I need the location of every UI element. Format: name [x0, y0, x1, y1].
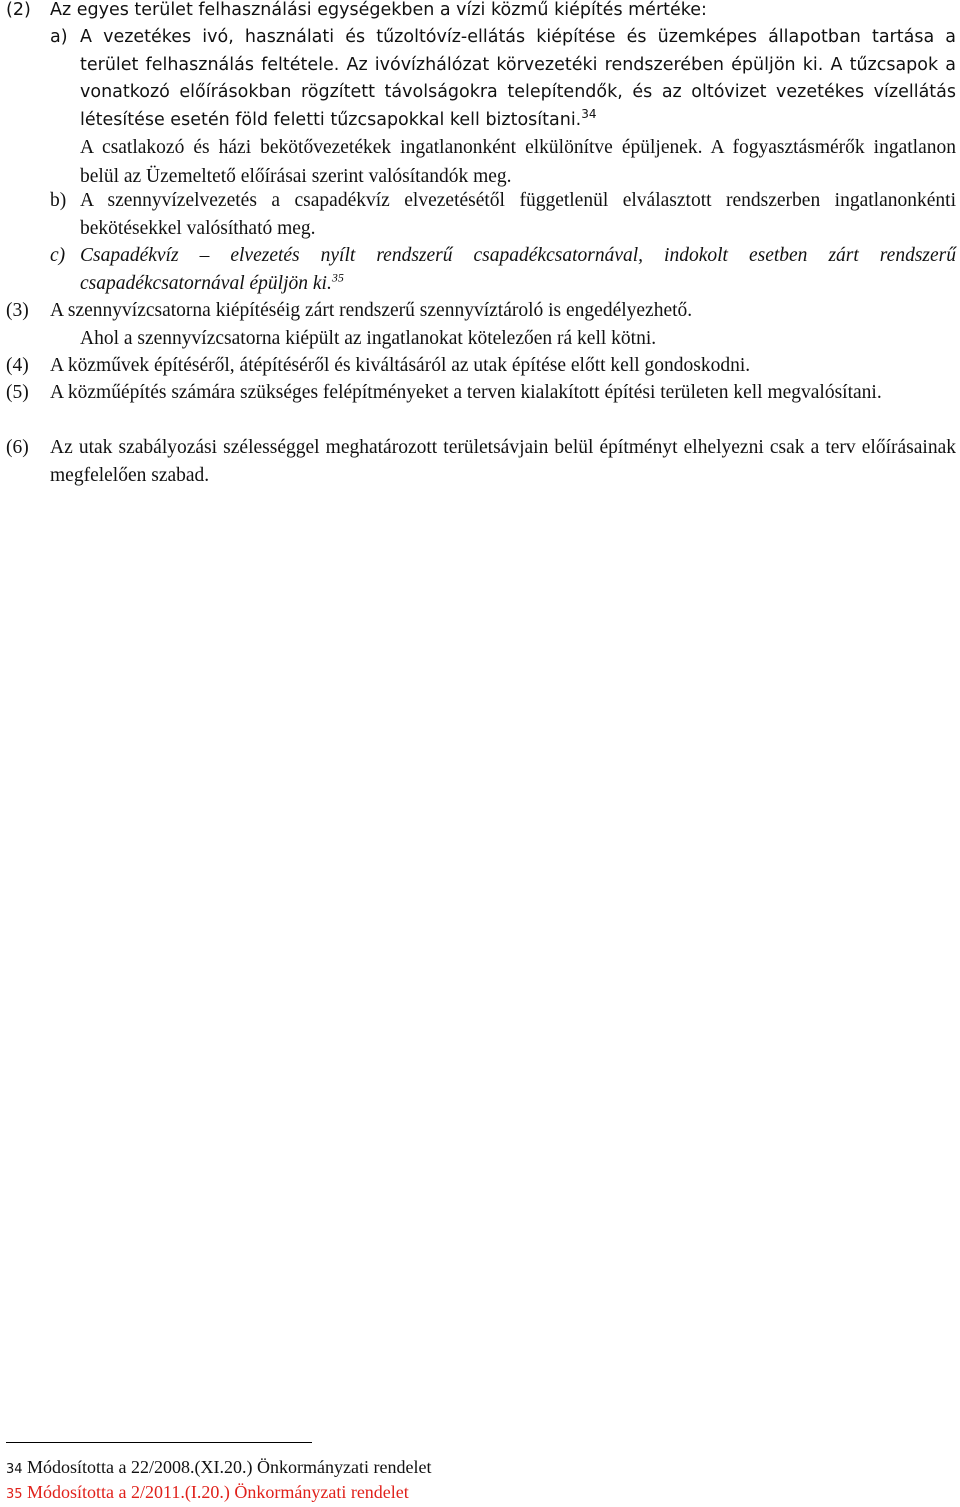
paragraph-3-line2: Ahol a szennyvízcsatorna kiépült az ingatlanokat kötelezően rá kell kötni.	[80, 327, 657, 349]
subitem-a-part1: A vezetékes ivó, használati és tűzoltóvíz-ellátás kiépítése és üzemképes állapotban tartása a terület felhasználás feltétele. Az ivóvízhálózat körvezetéki rendszerében épüljön ki. A tűzcsapok a vonatkozó előírásokban rögzített távolságokra telepítendők, és az oltóvizet vezetékes vízellátás létesítése esetén föld feletti tűzcsapokkal kell biztosítani.	[80, 27, 956, 130]
subitem-text: A szennyvízelvezetés a csapadékvíz elvezetésétől függetlenül elválasztott rendszerben ingatlanonkénti bekötésekkel valósítható meg.	[80, 190, 956, 239]
paragraph-4	[6, 352, 956, 380]
paragraph-number: (3)	[6, 300, 29, 321]
subitem-text	[80, 242, 956, 297]
paragraph-5	[6, 379, 956, 407]
footnote-34	[6, 1456, 431, 1481]
footnote-35	[6, 1481, 409, 1506]
footnote-text: Módosította a 2/2011.(I.20.) Önkormányzati rendelet	[27, 1482, 409, 1502]
paragraph-2	[6, 0, 956, 25]
paragraph-text: Az egyes terület felhasználási egységekben a vízi közmű kiépítés mértéke:	[50, 0, 707, 20]
paragraph-number: (6)	[6, 437, 29, 458]
footnote-ref-34: 34	[581, 106, 597, 121]
subitem-c-text: Csapadékvíz – elvezetés nyílt rendszerű csapadékcsatornával, indokolt esetben zárt rendszerű csapadékcsatornával épüljön ki.	[80, 245, 956, 294]
paragraph-number: (4)	[6, 355, 29, 376]
subitem-c	[50, 242, 956, 297]
footnote-ref-35: 35	[331, 270, 344, 284]
footnote-text: Módosította a 22/2008.(XI.20.) Önkormányzati rendelet	[27, 1457, 432, 1477]
footnote-number: 34	[6, 1462, 23, 1477]
paragraph-number: (5)	[6, 382, 29, 403]
paragraph-text: A közműépítés számára szükséges felépítményeket a terven kialakított építési területen kell megvalósítani.	[50, 382, 882, 403]
paragraph-3	[6, 297, 956, 352]
paragraph-3-line1: A szennyvízcsatorna kiépítéséig zárt rendszerű szennyvíztároló is engedélyezhető.	[50, 300, 693, 321]
paragraph-text: Az utak szabályozási szélességgel meghatározott területsávjain belül építményt elhelyezni csak a terv előírásainak megfelelően szabad.	[50, 437, 956, 486]
paragraph-text: A közművek építéséről, átépítéséről és kiváltásáról az utak építése előtt kell gondoskodni.	[50, 355, 751, 376]
paragraph-text	[50, 297, 956, 325]
footnote-divider	[6, 1442, 312, 1443]
subitem-text	[80, 24, 956, 191]
paragraph-6	[6, 434, 956, 489]
subitem-a-part2: A csatlakozó és házi bekötővezetékek ingatlanonként elkülönítve épüljenek. A fogyasztásmérők ingatlanon belül az Üzemeltető előírásai szerint valósítandók meg.	[80, 137, 956, 187]
subitem-label: b)	[50, 190, 67, 211]
subitem-label: a)	[50, 27, 68, 47]
paragraph-number: (2)	[6, 0, 31, 20]
subitem-b	[50, 187, 956, 242]
footnote-number: 35	[6, 1487, 23, 1502]
subitem-label: c)	[50, 245, 66, 266]
subitem-a	[50, 24, 956, 191]
